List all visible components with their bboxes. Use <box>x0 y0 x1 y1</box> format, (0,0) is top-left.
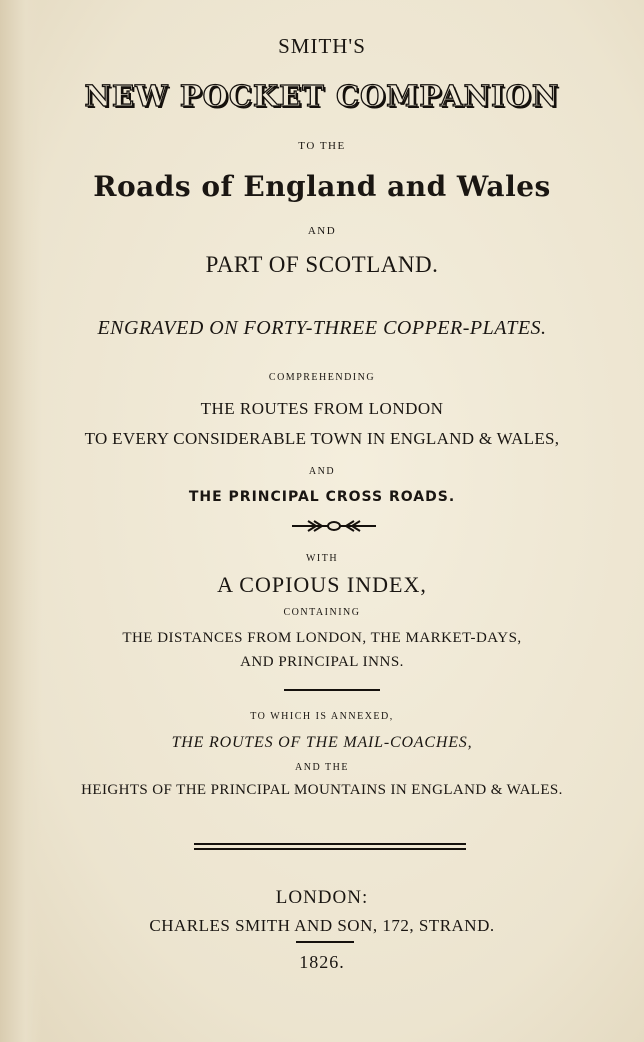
cross-roads-line: THE PRINCIPAL CROSS ROADS. <box>188 489 456 505</box>
containing-line: CONTAINING <box>283 607 361 618</box>
book-title: NEW POCKET COMPANION <box>84 79 560 113</box>
imprint-rule <box>296 941 354 943</box>
inns-line: AND PRINCIPAL INNS. <box>240 654 404 670</box>
and-line-1: AND <box>307 225 337 237</box>
publisher-name-heading: SMITH'S <box>278 34 366 58</box>
with-line: WITH <box>305 553 339 564</box>
imprint-publisher: CHARLES SMITH AND SON, 172, STRAND. <box>149 916 495 935</box>
to-the-line: TO THE <box>298 140 346 152</box>
mail-coaches-line: THE ROUTES OF THE MAIL-COACHES, <box>171 734 473 751</box>
comprehending-line: COMPREHENDING <box>268 372 376 383</box>
annexed-line: TO WHICH IS ANNEXED, <box>250 711 394 722</box>
engraved-line: ENGRAVED ON FORTY-THREE COPPER-PLATES. <box>97 317 547 339</box>
short-rule <box>284 689 380 691</box>
ornament-divider <box>290 519 378 533</box>
imprint-place: LONDON: <box>275 887 369 908</box>
and-line-2: AND <box>308 466 336 477</box>
double-rule-top <box>194 843 466 845</box>
index-line: A COPIOUS INDEX, <box>217 572 427 597</box>
scotland-line: PART OF SCOTLAND. <box>205 252 439 277</box>
imprint-year: 1826. <box>299 952 345 972</box>
roads-title: Roads of England and Wales <box>93 170 551 203</box>
mountains-line: HEIGHTS OF THE PRINCIPAL MOUNTAINS IN ENGLAND & WALES. <box>81 782 563 798</box>
and-the-line: AND THE <box>295 762 349 773</box>
distances-line: THE DISTANCES FROM LONDON, THE MARKET-DAYS, <box>122 630 522 646</box>
routes-line: THE ROUTES FROM LONDON <box>200 399 444 418</box>
binding-shadow <box>0 0 42 1042</box>
double-rule-bottom <box>194 848 466 850</box>
every-town-line: TO EVERY CONSIDERABLE TOWN IN ENGLAND & WALES, <box>84 429 560 448</box>
